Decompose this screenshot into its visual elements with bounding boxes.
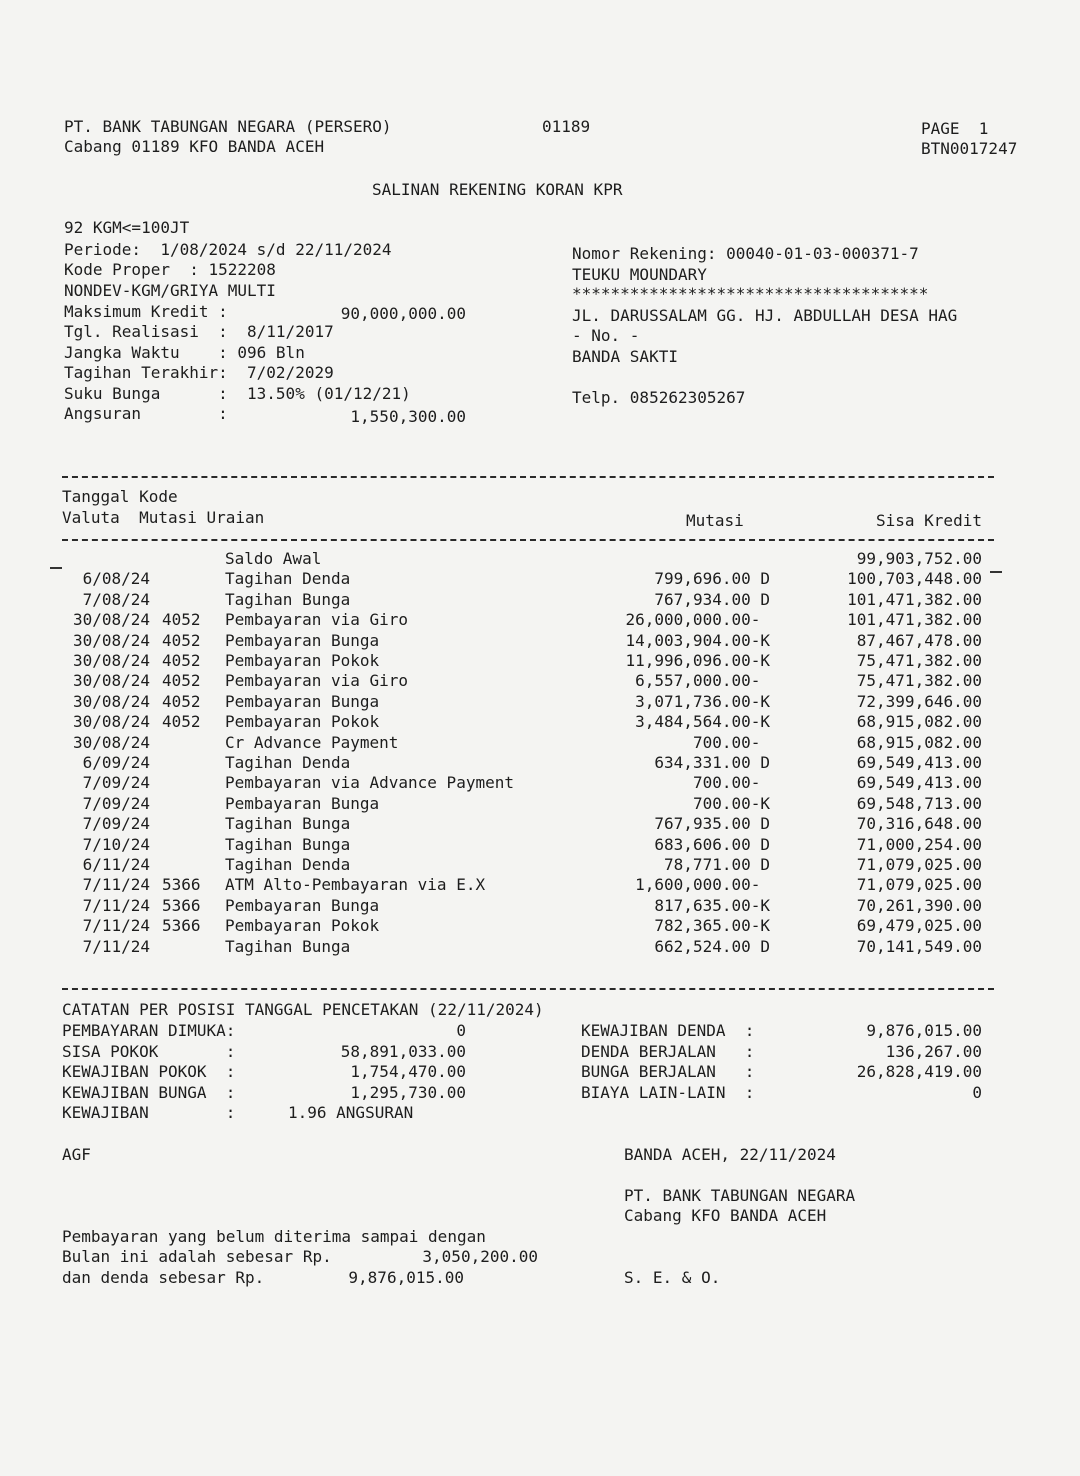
tx-amount: 767,934.00 D <box>654 589 770 609</box>
tx-code: 5366 <box>162 875 201 895</box>
telephone: Telp. 085262305267 <box>572 388 746 407</box>
tx-code: 5366 <box>162 895 201 915</box>
tx-balance: 75,471,382.00 <box>856 651 982 670</box>
summary-left-label: SISA POKOK : <box>62 1041 236 1061</box>
tx-date: 30/08/24 <box>72 610 150 630</box>
summary-right-label: DENDA BERJALAN : <box>581 1041 755 1061</box>
tgl-realisasi: Tgl. Realisasi : 8/11/2017 <box>64 322 334 341</box>
kode-proper: Kode Proper : 1522208 <box>64 260 276 279</box>
table-row <box>0 610 1080 630</box>
tx-date: 7/11/24 <box>82 916 150 936</box>
signature-bank: PT. BANK TABUNGAN NEGARA <box>624 1186 856 1205</box>
bank-name: PT. BANK TABUNGAN NEGARA (PERSERO) <box>64 117 392 136</box>
summary-right-value: 26,828,419.00 <box>856 1062 982 1081</box>
summary-left-label: KEWAJIBAN POKOK : <box>62 1062 236 1081</box>
divider-top <box>62 476 994 478</box>
summary-right-label: BUNGA BERJALAN : <box>581 1062 755 1081</box>
table-row <box>0 855 1080 875</box>
summary-left-label: PEMBAYARAN DIMUKA: <box>62 1021 236 1040</box>
tx-date: 6/09/24 <box>82 753 150 772</box>
tx-code: 4052 <box>162 671 201 691</box>
tx-date: 30/08/24 <box>72 691 150 711</box>
tagihan-terakhir: Tagihan Terakhir: 7/02/2029 <box>64 363 334 382</box>
table-row <box>0 549 1080 569</box>
product-name: NONDEV-KGM/GRIYA MULTI <box>64 281 276 300</box>
seo-note: S. E. & O. <box>624 1268 721 1287</box>
table-row <box>0 631 1080 651</box>
tx-balance: 69,549,413.00 <box>856 773 982 793</box>
tx-date: 7/09/24 <box>82 814 150 834</box>
tx-balance: 70,316,648.00 <box>856 814 982 834</box>
tx-date: 7/10/24 <box>82 834 150 854</box>
summary-left-value: 0 <box>456 1021 466 1040</box>
branch-name: Cabang 01189 KFO BANDA ACEH <box>64 137 325 156</box>
tx-date: 7/09/24 <box>82 773 150 793</box>
tx-description: Saldo Awal <box>225 549 322 568</box>
page-title: SALINAN REKENING KORAN KPR <box>372 180 623 199</box>
tx-balance: 70,141,549.00 <box>856 936 982 956</box>
tx-amount: 78,771.00 D <box>664 855 770 874</box>
tx-amount: 767,935.00 D <box>654 814 770 834</box>
table-row <box>0 569 1080 589</box>
tx-balance: 69,548,713.00 <box>856 793 982 813</box>
table-row <box>0 916 1080 936</box>
divider-header <box>62 539 994 541</box>
table-row <box>0 835 1080 855</box>
maksimum-kredit-label: Maksimum Kredit : <box>64 302 228 321</box>
address-line-3: BANDA SAKTI <box>572 347 678 366</box>
tx-description: Pembayaran Bunga <box>225 630 380 650</box>
tx-description: Pembayaran via Giro <box>225 671 409 691</box>
branch-code: 01189 <box>542 117 591 136</box>
tx-balance: 69,549,413.00 <box>856 753 982 772</box>
address-line-1: JL. DARUSSALAM GG. HJ. ABDULLAH DESA HAG <box>572 306 958 325</box>
summary-right-label: BIAYA LAIN-LAIN : <box>581 1082 755 1102</box>
tx-description: Tagihan Denda <box>225 753 351 772</box>
officer-code: AGF <box>62 1145 91 1164</box>
tx-balance: 101,471,382.00 <box>847 589 982 609</box>
summary-left-value: 1.96 ANGSURAN <box>288 1103 414 1122</box>
table-row <box>0 794 1080 814</box>
loan-category: 92 KGM<=100JT <box>64 218 190 237</box>
tx-date: 7/08/24 <box>82 589 150 609</box>
tx-description: Tagihan Bunga <box>225 834 351 854</box>
column-header-line2: Valuta Mutasi Uraian <box>62 508 265 527</box>
summary-right-label: KEWAJIBAN DENDA : <box>581 1021 755 1040</box>
column-header-mutasi: Mutasi <box>686 511 744 530</box>
table-row <box>0 671 1080 691</box>
tx-date: 6/08/24 <box>82 569 150 589</box>
summary-left-label: KEWAJIBAN : <box>62 1103 236 1122</box>
jangka-waktu: Jangka Waktu : 096 Bln <box>64 343 305 362</box>
tx-amount: 3,484,564.00-K <box>635 712 770 732</box>
tx-amount: 700.00- <box>692 773 770 793</box>
tx-description: Pembayaran Bunga <box>225 793 380 813</box>
tx-balance: 69,479,025.00 <box>856 916 982 936</box>
divider-bottom <box>62 988 994 990</box>
tx-balance: 71,000,254.00 <box>856 834 982 854</box>
page-number: PAGE 1 <box>921 119 989 138</box>
table-row <box>0 875 1080 895</box>
tx-balance: 68,915,082.00 <box>856 732 982 752</box>
summary-left-value: 1,295,730.00 <box>350 1082 466 1102</box>
tx-description: Tagihan Bunga <box>225 936 351 956</box>
tx-date: 7/09/24 <box>82 793 150 813</box>
tx-amount: 700.00-K <box>692 793 770 813</box>
customer-name: TEUKU MOUNDARY <box>572 265 707 284</box>
tx-balance: 71,079,025.00 <box>856 855 982 874</box>
tx-amount: 6,557,000.00- <box>635 671 770 691</box>
tx-balance: 99,903,752.00 <box>856 549 982 568</box>
table-row <box>0 753 1080 773</box>
table-row <box>0 692 1080 712</box>
note-line-1: Pembayaran yang belum diterima sampai dengan <box>62 1227 486 1246</box>
tx-balance: 71,079,025.00 <box>856 875 982 895</box>
tx-amount: 799,696.00 D <box>654 569 770 589</box>
tx-amount: 1,600,000.00- <box>635 875 770 895</box>
summary-right-value: 136,267.00 <box>885 1041 982 1061</box>
tx-date: 30/08/24 <box>72 712 150 732</box>
note-line-3-label: dan denda sebesar Rp. <box>62 1268 265 1287</box>
tx-description: Pembayaran Bunga <box>225 895 380 915</box>
tx-amount: 3,071,736.00-K <box>635 691 770 711</box>
tx-amount: 683,606.00 D <box>654 834 770 854</box>
table-row <box>0 590 1080 610</box>
column-header-sisa-kredit: Sisa Kredit <box>876 511 982 530</box>
tx-balance: 70,261,390.00 <box>856 895 982 915</box>
table-row <box>0 896 1080 916</box>
summary-left-value: 58,891,033.00 <box>340 1041 466 1061</box>
tx-date: 30/08/24 <box>72 671 150 691</box>
angsuran-value: 1,550,300.00 <box>350 407 466 426</box>
tx-code: 5366 <box>162 916 201 936</box>
summary-heading: CATATAN PER POSISI TANGGAL PENCETAKAN (22/11/2024) <box>62 1000 544 1019</box>
note-line-2-value: 3,050,200.00 <box>422 1247 538 1266</box>
nomor-rekening: Nomor Rekening: 00040-01-03-000371-7 <box>572 244 919 263</box>
suku-bunga: Suku Bunga : 13.50% (01/12/21) <box>64 384 411 403</box>
tx-description: Tagihan Denda <box>225 569 351 589</box>
table-row <box>0 814 1080 834</box>
table-row <box>0 773 1080 793</box>
tx-description: Pembayaran Bunga <box>225 691 380 711</box>
tx-description: Tagihan Bunga <box>225 589 351 609</box>
summary-left-value: 1,754,470.00 <box>350 1062 466 1081</box>
tx-code: 4052 <box>162 691 201 711</box>
tx-balance: 87,467,478.00 <box>856 630 982 650</box>
tx-balance: 100,703,448.00 <box>847 569 982 589</box>
tx-description: Pembayaran Pokok <box>225 916 380 936</box>
tx-amount: 662,524.00 D <box>654 936 770 956</box>
tx-description: Pembayaran Pokok <box>225 712 380 732</box>
tx-code: 4052 <box>162 712 201 732</box>
tx-balance: 101,471,382.00 <box>847 610 982 630</box>
document-id: BTN0017247 <box>921 139 1018 158</box>
tx-date: 30/08/24 <box>72 732 150 752</box>
tx-date: 30/08/24 <box>72 651 150 670</box>
tx-date: 7/11/24 <box>82 875 150 895</box>
table-row <box>0 651 1080 671</box>
table-row <box>0 712 1080 732</box>
table-row <box>0 937 1080 957</box>
maksimum-kredit-value: 90,000,000.00 <box>340 304 466 323</box>
tx-amount: 26,000,000.00- <box>625 610 770 630</box>
masked-line: ************************************* <box>572 284 929 303</box>
table-row <box>0 733 1080 753</box>
tx-amount: 634,331.00 D <box>654 753 770 772</box>
tx-code: 4052 <box>162 651 201 670</box>
summary-right-value: 0 <box>972 1082 982 1102</box>
tx-date: 7/11/24 <box>82 895 150 915</box>
tx-description: Pembayaran via Giro <box>225 610 409 630</box>
tx-code: 4052 <box>162 610 201 630</box>
tx-amount: 700.00- <box>692 732 770 752</box>
angsuran-label: Angsuran : <box>64 404 228 423</box>
tx-amount: 782,365.00-K <box>654 916 770 936</box>
place-date: BANDA ACEH, 22/11/2024 <box>624 1145 836 1164</box>
tx-date: 6/11/24 <box>82 855 150 874</box>
summary-right-value: 9,876,015.00 <box>866 1021 982 1040</box>
note-line-2-label: Bulan ini adalah sebesar Rp. <box>62 1247 332 1266</box>
tx-balance: 68,915,082.00 <box>856 712 982 732</box>
tx-description: ATM Alto-Pembayaran via E.X <box>225 875 486 895</box>
tx-amount: 11,996,096.00-K <box>625 651 770 670</box>
column-header-line1: Tanggal Kode <box>62 487 178 506</box>
tx-description: Cr Advance Payment <box>225 732 399 752</box>
tx-amount: 817,635.00-K <box>654 895 770 915</box>
summary-left-label: KEWAJIBAN BUNGA : <box>62 1082 236 1102</box>
tx-description: Tagihan Denda <box>225 855 351 874</box>
tx-amount: 14,003,904.00-K <box>625 630 770 650</box>
signature-branch: Cabang KFO BANDA ACEH <box>624 1206 827 1225</box>
note-line-3-value: 9,876,015.00 <box>348 1268 464 1287</box>
periode: Periode: 1/08/2024 s/d 22/11/2024 <box>64 240 392 259</box>
tx-date: 7/11/24 <box>82 936 150 956</box>
tx-balance: 75,471,382.00 <box>856 671 982 691</box>
tx-description: Pembayaran via Advance Payment <box>225 773 514 793</box>
tx-date: 30/08/24 <box>72 630 150 650</box>
tx-description: Pembayaran Pokok <box>225 651 380 670</box>
tx-balance: 72,399,646.00 <box>856 691 982 711</box>
address-line-2: - No. - <box>572 326 640 345</box>
tx-description: Tagihan Bunga <box>225 814 351 834</box>
tx-code: 4052 <box>162 630 201 650</box>
